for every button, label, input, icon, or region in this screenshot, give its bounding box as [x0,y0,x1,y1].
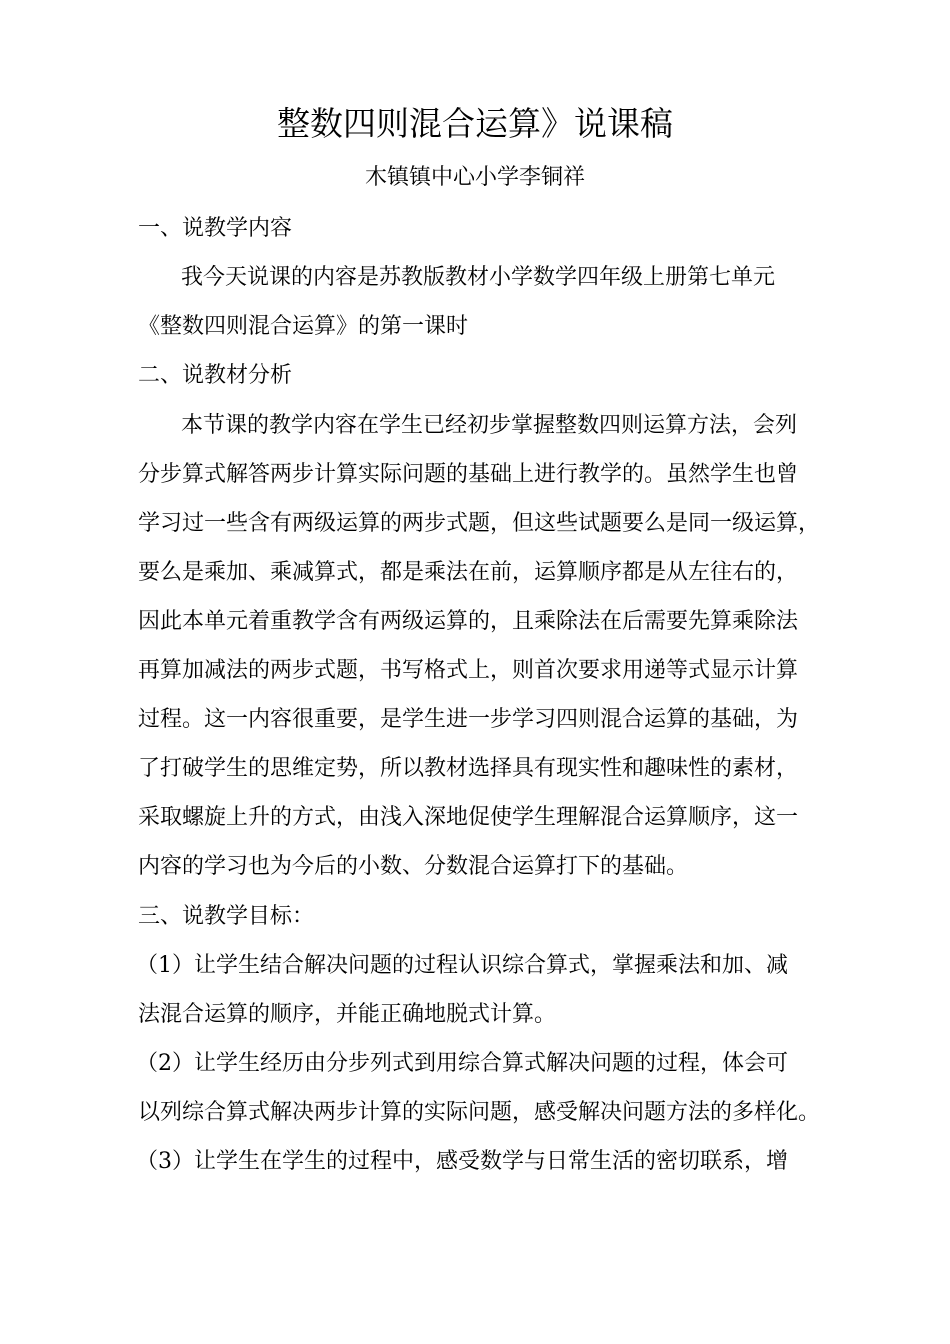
paragraph-line: 要么是乘加、乘减算式，都是乘法在前，运算顺序都是从左往右的， [138,560,799,585]
objective-line: （1）让学生结合解决问题的过程认识综合算式，掌握乘法和加、减 [136,953,788,978]
section-heading-objectives: 三、说教学目标： [138,904,315,929]
paragraph-line: 《整数四则混合运算》的第一课时 [138,314,469,339]
paragraph-line: 本节课的教学内容在学生已经初步掌握整数四则运算方法，会列 [181,413,798,438]
paragraph-line: 采取螺旋上升的方式，由浅入深地促使学生理解混合运算顺序，这一 [138,805,799,830]
paragraph-line: 内容的学习也为今后的小数、分数混合运算打下的基础。 [138,854,689,879]
document-title: 整数四则混合运算》说课稿 [277,104,673,143]
section-heading-content: 一、说教学内容 [138,216,293,241]
paragraph-line: 了打破学生的思维定势，所以教材选择具有现实性和趣味性的素材， [138,756,799,781]
objective-line: 法混合运算的顺序，并能正确地脱式计算。 [138,1002,557,1027]
section-heading-analysis: 二、说教材分析 [138,363,293,388]
paragraph-line: 分步算式解答两步计算实际问题的基础上进行教学的。虽然学生也曾 [138,462,799,487]
paragraph-line: 过程。这一内容很重要，是学生进一步学习四则混合运算的基础，为 [138,707,799,732]
document-author: 木镇镇中心小学李铜祥 [364,165,585,190]
paragraph-line: 我今天说课的内容是苏教版教材小学数学四年级上册第七单元 [181,265,776,290]
objective-line: （2）让学生经历由分步列式到用综合算式解决问题的过程，体会可 [136,1051,788,1076]
paragraph-line: 再算加减法的两步式题，书写格式上，则首次要求用递等式显示计算 [138,658,799,683]
objective-line: （3）让学生在学生的过程中，感受数学与日常生活的密切联系，增 [136,1149,788,1174]
paragraph-line: 学习过一些含有两级运算的两步式题，但这些试题要么是同一级运算， [138,511,821,536]
objective-line: 以列综合算式解决两步计算的实际问题，感受解决问题方法的多样化。 [138,1100,821,1125]
paragraph-line: 因此本单元着重教学含有两级运算的，且乘除法在后需要先算乘除法 [138,609,799,634]
